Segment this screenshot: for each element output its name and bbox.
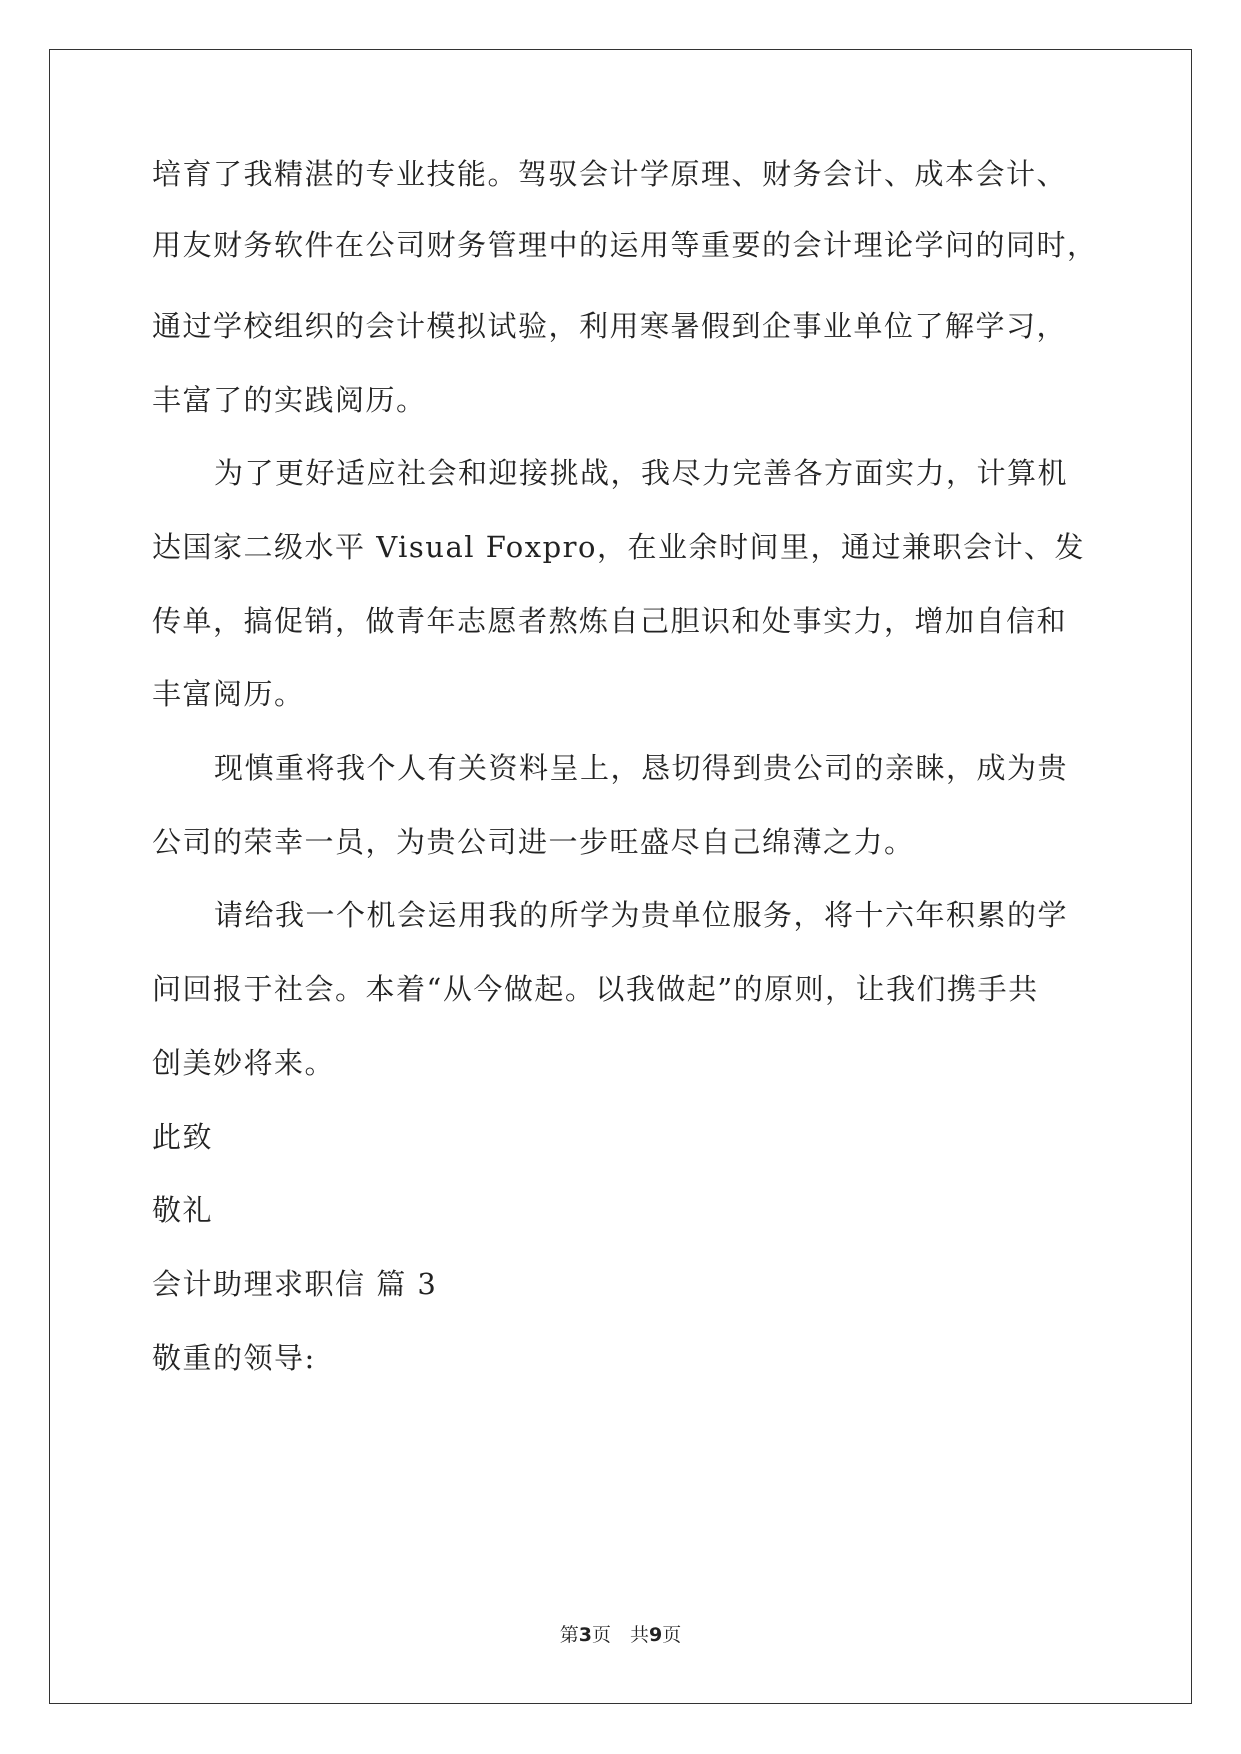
page-mid: 页 共 bbox=[591, 1624, 649, 1646]
paragraph-line: 问回报于社会。本着“从今做起。以我做起”的原则，让我们携手共 bbox=[152, 972, 1039, 1006]
paragraph-line: 培育了我精湛的专业技能。驾驭会计学原理、财务会计、成本会计、 bbox=[152, 157, 1068, 191]
paragraph-line: 为了更好适应社会和迎接挑战，我尽力完善各方面实力，计算机 bbox=[214, 456, 1069, 490]
greeting-line: 敬重的领导: bbox=[152, 1341, 316, 1375]
page-prefix: 第 bbox=[559, 1624, 579, 1646]
total-pages-number: 9 bbox=[649, 1624, 663, 1646]
paragraph-line: 丰富了的实践阅历。 bbox=[152, 383, 427, 417]
paragraph-line: 传单，搞促销，做青年志愿者熬炼自己胆识和处事实力，增加自信和 bbox=[152, 604, 1068, 638]
paragraph-line: 请给我一个机会运用我的所学为贵单位服务，将十六年积累的学 bbox=[214, 898, 1069, 932]
page-suffix: 页 bbox=[662, 1624, 682, 1646]
paragraph-line: 公司的荣幸一员，为贵公司进一步旺盛尽自己绵薄之力。 bbox=[152, 825, 915, 859]
paragraph-line: 丰富阅历。 bbox=[152, 677, 305, 711]
closing-salutation: 敬礼 bbox=[152, 1193, 214, 1227]
page-border bbox=[49, 49, 1192, 1704]
page-footer bbox=[0, 1620, 1241, 1647]
closing-line: 此致 bbox=[152, 1120, 214, 1154]
paragraph-line: 现慎重将我个人有关资料呈上，恳切得到贵公司的亲睐，成为贵 bbox=[214, 751, 1069, 785]
section-heading: 会计助理求职信 篇 3 bbox=[152, 1267, 438, 1301]
paragraph-line: 通过学校组织的会计模拟试验，利用寒暑假到企事业单位了解学习， bbox=[152, 309, 1068, 343]
paragraph-line: 创美妙将来。 bbox=[152, 1046, 336, 1080]
paragraph-line: 用友财务软件在公司财务管理中的运用等重要的会计理论学问的同时， bbox=[152, 228, 1098, 262]
paragraph-line: 达国家二级水平 Visual Foxpro，在业余时间里，通过兼职会计、发 bbox=[152, 530, 1086, 564]
current-page-number: 3 bbox=[578, 1624, 592, 1646]
